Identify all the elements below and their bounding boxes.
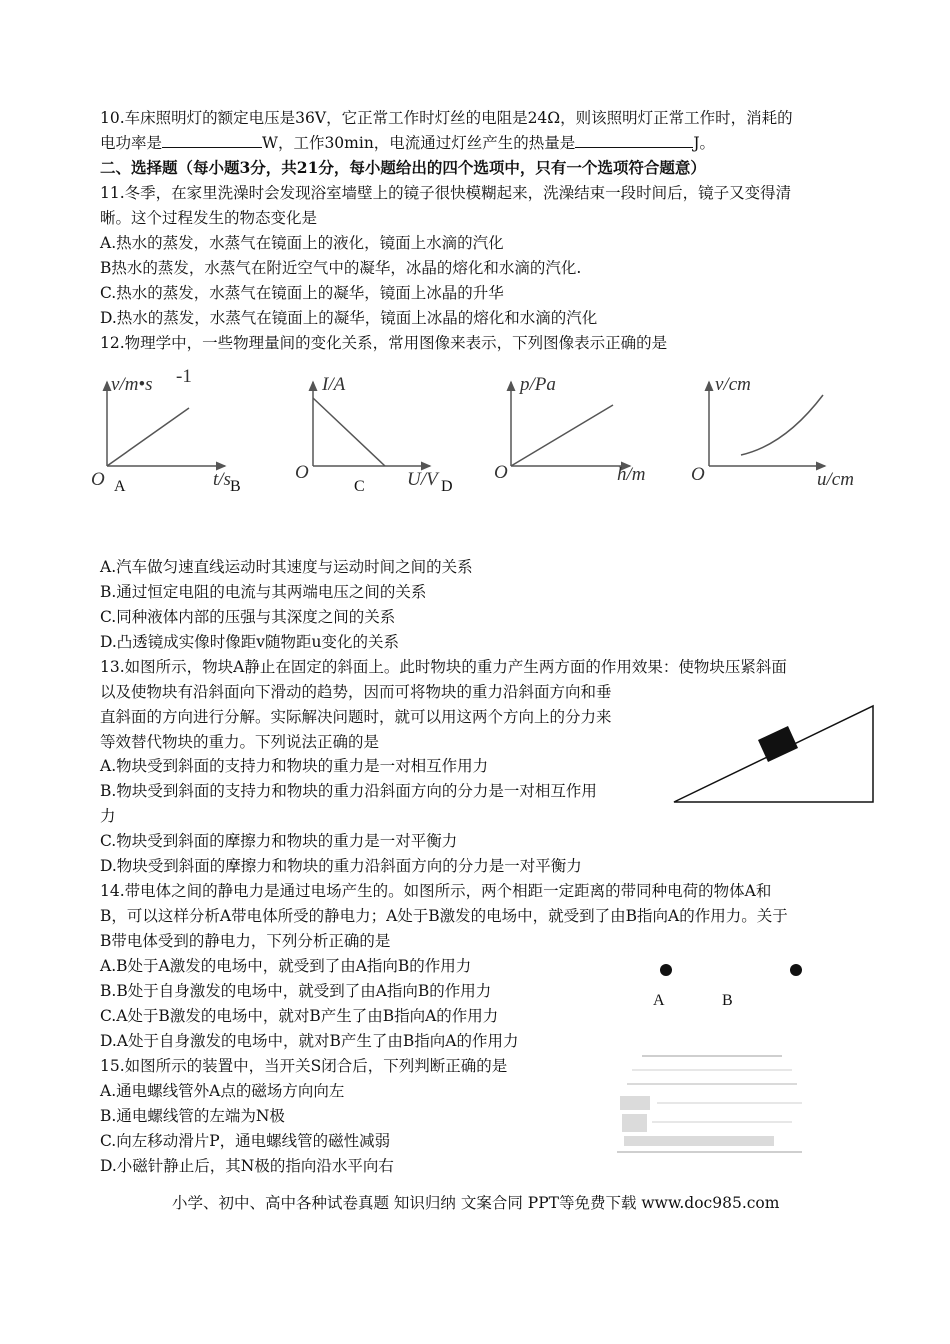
- q14-stem3: B带电体受到的静电力，下列分析正确的是: [100, 932, 391, 950]
- block-a: [758, 726, 798, 762]
- q13-option-b-cont: 力: [100, 807, 116, 825]
- q11-option-a: A.热水的蒸发，水蒸气在镜面上的液化，镜面上水滴的汽化: [100, 234, 504, 252]
- q13-option-b: B.物块受到斜面的支持力和物块的重力沿斜面方向的分力是一对相互作用: [100, 782, 597, 800]
- q13-option-c: C.物块受到斜面的摩擦力和物块的重力是一对平衡力: [100, 832, 458, 850]
- q10-line2: [100, 133, 715, 153]
- charge-b-label: B: [722, 992, 733, 1009]
- graph-c-origin: O: [494, 462, 508, 483]
- graph-d-origin: O: [691, 464, 705, 485]
- q14-option-c: C.A处于B激发的电场中，就对B产生了由B指向A的作用力: [100, 1007, 499, 1025]
- graph-c-ylabel: p/Pa: [520, 374, 556, 395]
- graph-d-ylabel: v/cm: [715, 374, 751, 395]
- graph-b: [295, 374, 440, 490]
- q12-option-d: D.凸透镜成实像时像距v随物距u变化的关系: [100, 633, 400, 651]
- charge-b-dot: [790, 964, 802, 976]
- answer-blank-heat: [575, 133, 693, 148]
- graph-c: [494, 374, 646, 485]
- circuit-figure: [612, 1048, 804, 1160]
- graph-a-ysup: -1: [176, 366, 192, 387]
- q10-line1: 10.车床照明灯的额定电压是36V，它正常工作时灯丝的电阻是24Ω，则该照明灯正常工作时，消耗的: [100, 109, 793, 127]
- graph-a: [91, 366, 231, 490]
- q12-option-b: B.通过恒定电阻的电流与其两端电压之间的关系: [100, 583, 427, 601]
- q13-stem2: 以及使物块有沿斜面向下滑动的趋势，因而可将物块的重力沿斜面方向和垂: [100, 683, 612, 701]
- section-heading: 二、选择题（每小题3分，共21分，每小题给出的四个选项中，只有一个选项符合题意）: [100, 158, 706, 177]
- incline-figure: [668, 700, 883, 810]
- graph-b-origin: O: [295, 462, 309, 483]
- q14-option-b: B.B处于自身激发的电场中，就受到了由A指向B的作用力: [100, 982, 492, 1000]
- q14-stem2: B，可以这样分析A带电体所受的静电力；A处于B激发的电场中，就受到了由B指向A的作用力。关于: [100, 907, 788, 925]
- answer-blank-power: [162, 133, 262, 148]
- graph-a-xlabel: t/s: [213, 469, 231, 490]
- q14-option-d: D.A处于自身激发的电场中，就对B产生了由B指向A的作用力: [100, 1032, 519, 1050]
- q10-text-a: 电功率是: [100, 134, 163, 152]
- q14-stem1: 14.带电体之间的静电力是通过电场产生的。如图所示，两个相距一定距离的带同种电荷的物体A和: [100, 882, 772, 900]
- q11-stem2: 晰。这个过程发生的物态变化是: [100, 209, 318, 227]
- graph-a-origin: O: [91, 469, 105, 490]
- charge-a-label: A: [653, 992, 665, 1009]
- q11-option-b: B热水的蒸发，水蒸气在附近空气中的凝华，冰晶的熔化和水滴的汽化.: [100, 259, 582, 277]
- graph-d-xlabel: u/cm: [817, 469, 854, 490]
- q15-option-b: B.通电螺线管的左端为N极: [100, 1107, 285, 1125]
- graph-d-tag: D: [441, 478, 453, 495]
- q11-option-c: C.热水的蒸发，水蒸气在镜面上的凝华，镜面上冰晶的升华: [100, 284, 504, 302]
- q10-text-c: J。: [693, 134, 716, 152]
- charge-a-dot: [660, 964, 672, 976]
- q15-option-c: C.向左移动滑片P，通电螺线管的磁性减弱: [100, 1132, 391, 1150]
- graph-b-xlabel: U/V: [407, 469, 438, 490]
- page-footer: 小学、初中、高中各种试卷真题 知识归纳 文案合同 PPT等免费下载 www.doc985.com: [172, 1194, 780, 1212]
- q13-stem4: 等效替代物块的重力。下列说法正确的是: [100, 733, 380, 751]
- q14-option-a: A.B处于A激发的电场中，就受到了由A指向B的作用力: [100, 957, 472, 975]
- q12-option-a: A.汽车做匀速直线运动时其速度与运动时间之间的关系: [100, 558, 473, 576]
- graph-d: [691, 374, 854, 490]
- graph-a-tag: A: [114, 478, 126, 495]
- graph-b-ylabel: I/A: [322, 374, 346, 395]
- graph-c-tag: C: [354, 478, 365, 495]
- q15-option-d: D.小磁针静止后，其N极的指向沿水平向右: [100, 1157, 394, 1175]
- q12-stem: 12.物理学中，一些物理量间的变化关系，常用图像来表示，下列图像表示正确的是: [100, 334, 668, 352]
- q13-stem1: 13.如图所示，物块A静止在固定的斜面上。此时物块的重力产生两方面的作用效果：使物块压紧斜面: [100, 658, 787, 676]
- q12-graphs: [85, 360, 875, 510]
- q15-option-a: A.通电螺线管外A点的磁场方向向左: [100, 1082, 345, 1100]
- q11-stem1: 11.冬季，在家里洗澡时会发现浴室墙壁上的镜子很快模糊起来，洗澡结束一段时间后，镜子又变得清: [100, 184, 792, 202]
- q12-option-c: C.同种液体内部的压强与其深度之间的关系: [100, 608, 396, 626]
- graph-a-ylabel: v/m•s: [111, 374, 153, 395]
- q15-stem: 15.如图所示的装置中，当开关S闭合后，下列判断正确的是: [100, 1057, 508, 1075]
- q13-stem3: 直斜面的方向进行分解。实际解决问题时，就可以用这两个方向上的分力来: [100, 708, 612, 726]
- q11-option-d: D.热水的蒸发，水蒸气在镜面上的凝华，镜面上冰晶的熔化和水滴的汽化: [100, 309, 598, 327]
- q10-text-b: W，工作30min，电流通过灯丝产生的热量是: [262, 134, 576, 152]
- graph-b-tag: B: [230, 478, 241, 495]
- q13-option-a: A.物块受到斜面的支持力和物块的重力是一对相互作用力: [100, 757, 489, 775]
- graph-c-xlabel: h/m: [617, 464, 646, 485]
- q13-option-d: D.物块受到斜面的摩擦力和物块的重力沿斜面方向的分力是一对平衡力: [100, 857, 582, 875]
